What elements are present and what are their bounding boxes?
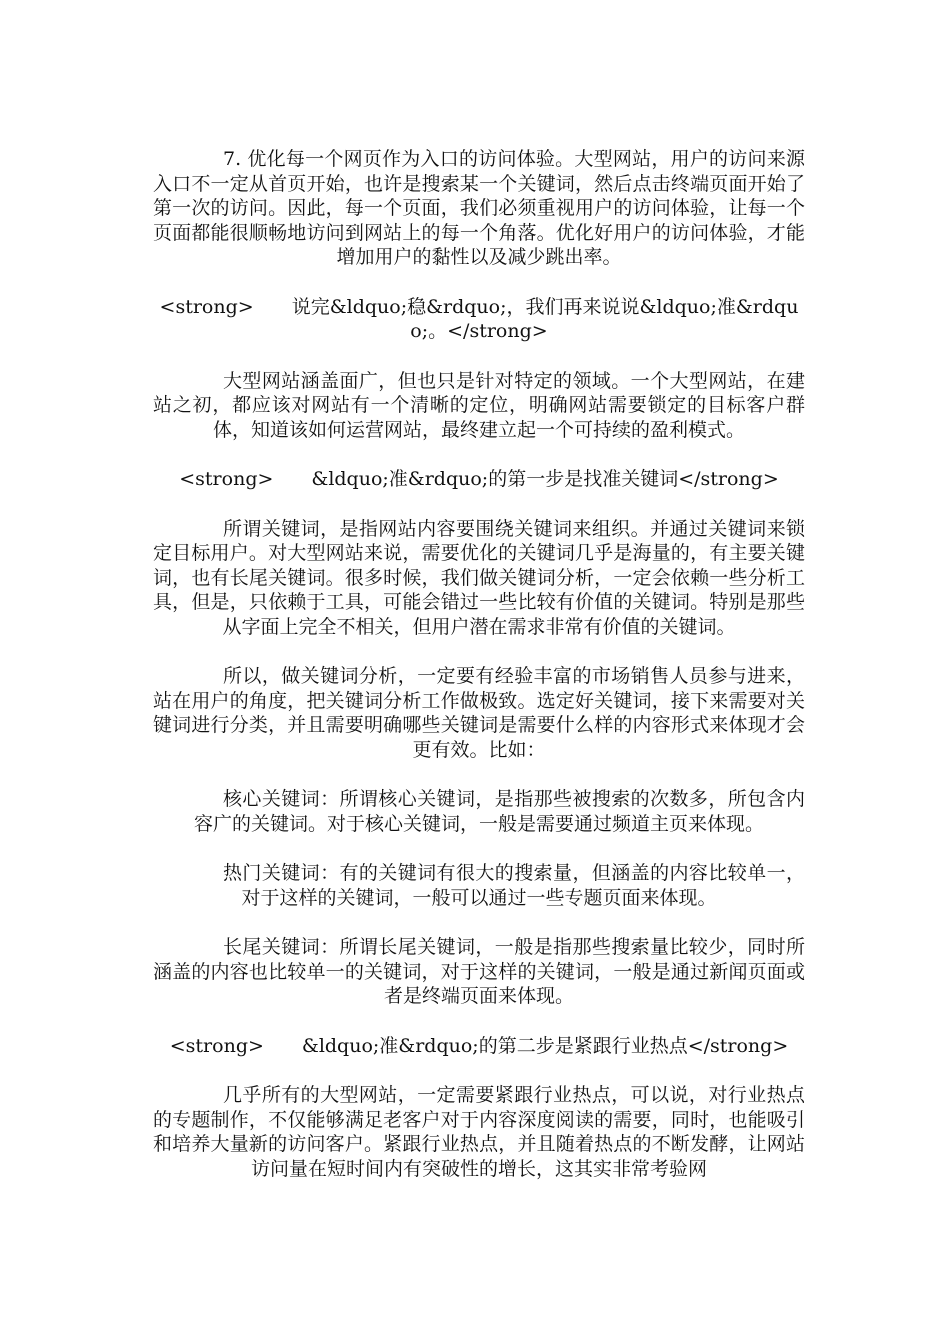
- document-page: [153, 147, 805, 1206]
- paragraph-keyword-definition: 所谓关键词，是指网站内容要围绕关键词来组织。并通过关键词来锁定目标用户。对大型网站来说，需要优化的关键词几乎是海量的，有主要关键词，也有长尾关键词。很多时候，我们做关键词分析，一定会依赖一些分析工具，但是，只依赖于工具，可能会错过一些比较有价值的关键词。特别是那些从字面上完全不相关，但用户潜在需求非常有价值的关键词。: [153, 517, 805, 638]
- paragraph-site-positioning: 大型网站涵盖面广，但也只是针对特定的领域。一个大型网站，在建站之初，都应该对网站有一个清晰的定位，明确网站需要锁定的目标客户群体，知道该如何运营网站，最终建立起一个可持续的盈利模式。: [153, 369, 805, 441]
- paragraph-industry-hotspots: 几乎所有的大型网站，一定需要紧跟行业热点，可以说，对行业热点的专题制作，不仅能够满足老客户对于内容深度阅读的需要，同时，也能吸引和培养大量新的访问客户。紧跟行业热点，并且随着热点的不断发酵，让网站访问量在短时间内有突破性的增长，这其实非常考验网: [153, 1084, 805, 1180]
- paragraph-long-tail-keywords: 长尾关键词：所谓长尾关键词，一般是指那些搜索量比较少，同时所涵盖的内容也比较单一的关键词，对于这样的关键词，一般是通过新闻页面或者是终端页面来体现。: [153, 936, 805, 1007]
- heading-keyword-step: [153, 467, 805, 492]
- heading-text: 说完&ldquo;稳&rdquo;，我们再来说说&ldquo;准&rdquo;。</strong>: [291, 295, 799, 342]
- heading-open-tag: <strong>: [179, 468, 274, 490]
- heading-open-tag: <strong>: [159, 295, 254, 318]
- paragraph-core-keywords: 核心关键词：所谓核心关键词，是指那些被搜索的次数多，所包含内容广的关键词。对于核心关键词，一般是需要通过频道主页来体现。: [193, 788, 805, 835]
- heading-text: &ldquo;准&rdquo;的第二步是紧跟行业热点</strong>: [301, 1034, 789, 1057]
- heading-text: &ldquo;准&rdquo;的第一步是找准关键词</strong>: [311, 468, 779, 490]
- paragraph-hot-keywords: 热门关键词：有的关键词有很大的搜索量，但涵盖的内容比较单一，对于这样的关键词，一般可以通过一些专题页面来体现。: [223, 862, 805, 909]
- heading-precision: [153, 295, 805, 344]
- paragraph-entry-experience: 7. 优化每一个网页作为入口的访问体验。大型网站，用户的访问来源入口不一定从首页开始，也许是搜索某一个关键词，然后点击终端页面开始了第一次的访问。因此，每一个页面，我们必须重视用户的访问体验，让每一个页面都能很顺畅地访问到网站上的每一个角落。优化好用户的访问体验，才能增加用户的黏性以及减少跳出率。: [153, 148, 805, 268]
- heading-hotspot-step: [153, 1034, 805, 1059]
- paragraph-keyword-analysis: 所以，做关键词分析，一定要有经验丰富的市场销售人员参与进来，站在用户的角度，把关键词分析工作做极致。选定好关键词，接下来需要对关键词进行分类，并且需要明确哪些关键词是需要什么样的内容形式来体现才会更有效。比如：: [153, 665, 805, 761]
- heading-open-tag: <strong>: [169, 1034, 264, 1057]
